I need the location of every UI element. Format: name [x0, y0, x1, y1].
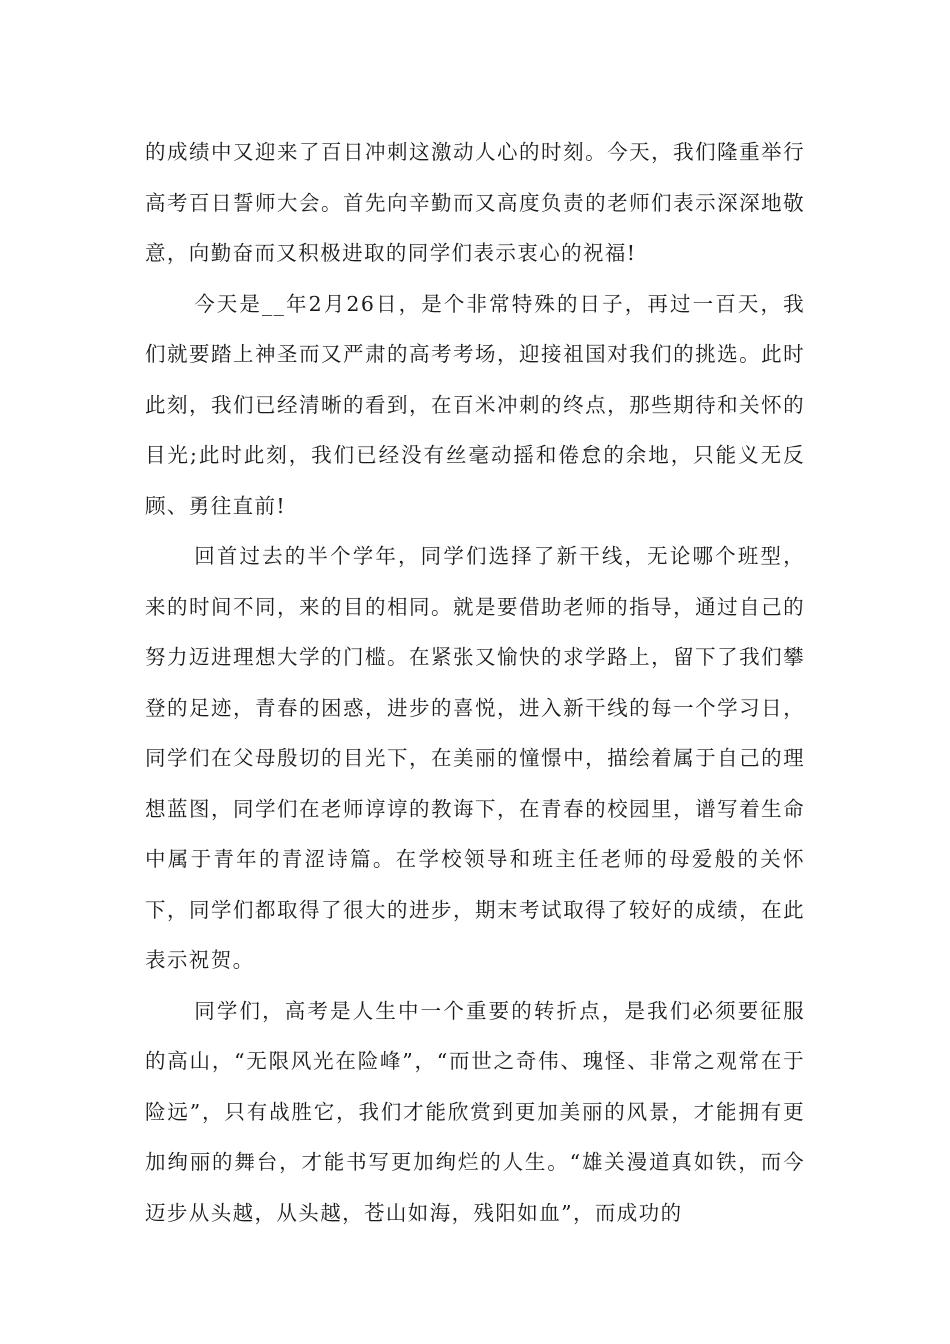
paragraph-continuation: 的成绩中又迎来了百日冲刺这激动人心的时刻。今天，我们隆重举行高考百日誓师大会。首先向辛勤而又高度负责的老师们表示深深地敬意，向勤奋而又积极进取的同学们表示衷心的祝福!	[145, 140, 805, 265]
paragraph-date-intro: 今天是__年2月26日，是个非常特殊的日子，再过一百天，我们就要踏上神圣而又严肃的高考考场，迎接祖国对我们的挑选。此时此刻，我们已经清晰的看到，在百米冲刺的终点，那些期待和关怀的目光;此时此刻，我们已经没有丝毫动摇和倦怠的余地，只能义无反顾、勇往直前!	[145, 291, 805, 518]
paragraph-review: 回首过去的半个学年，同学们选择了新干线，无论哪个班型，来的时间不同，来的目的相同。就是要借助老师的指导，通过自己的努力迈进理想大学的门槛。在紧张又愉快的求学路上，留下了我们攀登的足迹，青春的困惑，进步的喜悦，进入新干线的每一个学习日，同学们在父母殷切的目光下，在美丽的憧憬中，描绘着属于自己的理想蓝图，同学们在老师谆谆的教诲下，在青春的校园里，谱写着生命中属于青年的青涩诗篇。在学校领导和班主任老师的母爱般的关怀下，同学们都取得了很大的进步，期末考试取得了较好的成绩，在此表示祝贺。	[145, 544, 805, 972]
document-body	[145, 127, 805, 1238]
paragraph-exhortation: 同学们，高考是人生中一个重要的转折点，是我们必须要征服的高山，“无限风光在险峰”，“而世之奇伟、瑰怪、非常之观常在于险远”，只有战胜它，我们才能欣赏到更加美丽的风景，才能拥有更加绚丽的舞台，才能书写更加绚烂的人生。“雄关漫道真如铁，而今迈步从头越，从头越，苍山如海，残阳如血”，而成功的	[145, 998, 805, 1225]
